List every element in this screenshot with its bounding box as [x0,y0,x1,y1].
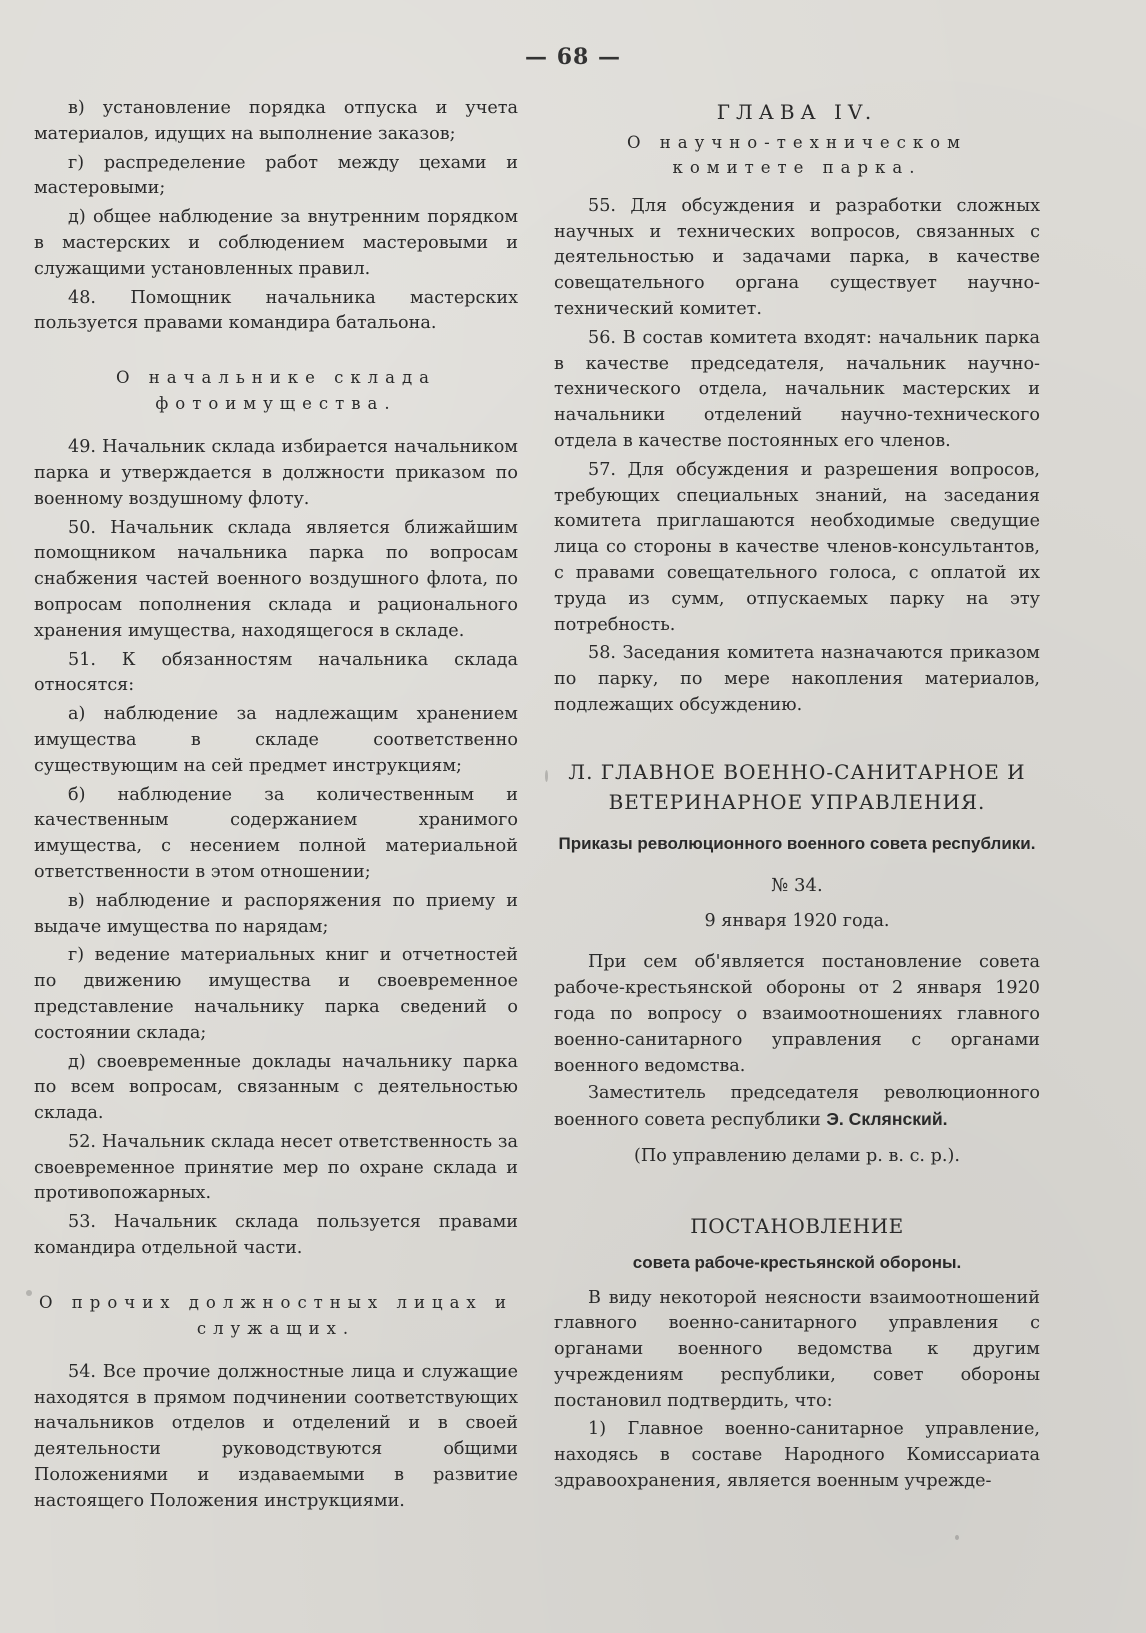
paragraph-58: 58. Заседания комитета назначаются приказом по парку, по мере накопления материалов, подлежащих обсуждению. [554,643,1040,715]
chapter-subtitle: О научно-техническом комитете парка. [627,132,967,177]
paragraph-56: 56. В состав комитета входят: начальник парка в качестве председателя, начальник научно-технического отдела, начальник мастерских и начальники отделений научно-технического отдела в качестве постоянных его членов. [554,327,1040,451]
item-v-order-release: в) установление порядка отпуска и учета материалов, идущих на выполнение заказов; [34,98,518,144]
paragraph-50: 50. Начальник склада является ближайшим помощником начальника парка по вопросам снабжения частей военного воздушного флота, по вопросам пополнения склада и рационального хранения имущества, находящегося в складе. [34,517,518,641]
signature-prefix: Заместитель председателя революционного военного совета республики [554,1083,1040,1131]
source-note: (По управлению делами р. в. с. р.). [634,1145,960,1166]
section-title-medical: Л. ГЛАВНОЕ ВОЕННО-САНИТАРНОЕ И ВЕТЕРИНАРНОЕ УПРАВЛЕНИЯ. [568,759,1026,814]
item-51-d: д) своевременные доклады начальнику парка по всем вопросам, связанным с деятельностью склада. [34,1051,518,1124]
heading-warehouse-chief: О начальнике склада фотоимущества. [115,368,436,414]
paragraph-55: 55. Для обсуждения и разработки сложных научных и технических вопросов, связанных с деятельностью и задачами парка, в качестве совещательного органа существует научно-технический комитет. [554,195,1040,319]
decree-item-1: 1) Главное военно-санитарное управление, находясь в составе Народного Комиссариата здравоохранения, является военным учрежде- [554,1419,1040,1492]
paragraph-52: 52. Начальник склада несет ответственность за своевременное принятие мер по охране склада и противопожарных. [34,1131,518,1204]
left-column [34,96,518,1515]
paragraph-48: 48. Помощник начальника мастерских пользуется правами командира батальона. [34,287,518,334]
page-number: — 68 — [525,44,621,70]
item-51-v: в) наблюдение и распоряжения по приему и выдаче имущества по нарядам; [34,890,518,937]
decree-title: ПОСТАНОВЛЕНИЕ [690,1213,904,1238]
item-51-b: б) наблюдение за количественным и качественным содержанием хранимого имущества, с несением полной материальной ответственности в этом отношении; [34,784,518,882]
paragraph-51: 51. К обязанностям начальника склада относятся: [34,649,518,696]
order-date: 9 января 1920 года. [704,910,890,931]
signer-name: Э. Склянский. [826,1109,948,1130]
chapter-title: ГЛАВА IV. [716,100,878,124]
decree-subtitle: совета рабоче-крестьянской обороны. [632,1252,962,1272]
decree-intro: В виду некоторой неясности взаимоотношений главного военно-санитарного управления с органами военного ведомства к другим учреждениям республики, совет обороны постановил подтвердить, что: [554,1287,1040,1411]
paragraph-49: 49. Начальник склада избирается начальником парка и утверждается в должности приказом по военному воздушному флоту. [34,437,518,509]
scan-speck [26,1290,32,1296]
order-text: При сем об'является постановление совета рабоче-крестьянской обороны от 2 января 1920 года по вопросу о взаимоотношениях главного военно-санитарного управления с органами военного ведомства. [554,952,1040,1076]
heading-other-staff: О прочих должностных лицах и служащих. [39,1292,513,1338]
right-column [554,100,1040,1495]
scan-speck [545,770,548,782]
item-51-g: г) ведение материальных книг и отчетностей по движению имущества и своевременное представление начальнику парка сведений о состоянии склада; [34,945,518,1043]
item-d-supervision: д) общее наблюдение за внутренним порядком в мастерских и соблюдением мастеровыми и служащими установленных правил. [34,207,518,279]
orders-heading: Приказы революционного военного совета республики. [558,833,1036,853]
item-51-a: а) наблюдение за надлежащим хранением имущества в складе соответственно существующим на сей предмет инструкциям; [34,704,518,776]
order-number: № 34. [771,874,823,896]
paragraph-54: 54. Все прочие должностные лица и служащие находятся в прямом подчинении соответствующих начальников отделов и отделений и в своей деятельности руководствуются общими Положениями и издаваемыми в развитие настоящего Положения инструкциями. [34,1361,518,1511]
scan-speck [955,1535,959,1540]
signature-line [554,1081,1040,1134]
paragraph-57: 57. Для обсуждения и разрешения вопросов, требующих специальных знаний, на заседания комитета приглашаются необходимые сведущие лица со стороны в качестве членов-консультантов, с правами совещательного голоса, с оплатой их труда из сумм, отпускаемых парку на эту потребность. [554,459,1040,635]
paragraph-53: 53. Начальник склада пользуется правами командира отдельной части. [34,1212,518,1259]
item-g-distribution: г) распределение работ между цехами и мастеровыми; [34,152,518,199]
